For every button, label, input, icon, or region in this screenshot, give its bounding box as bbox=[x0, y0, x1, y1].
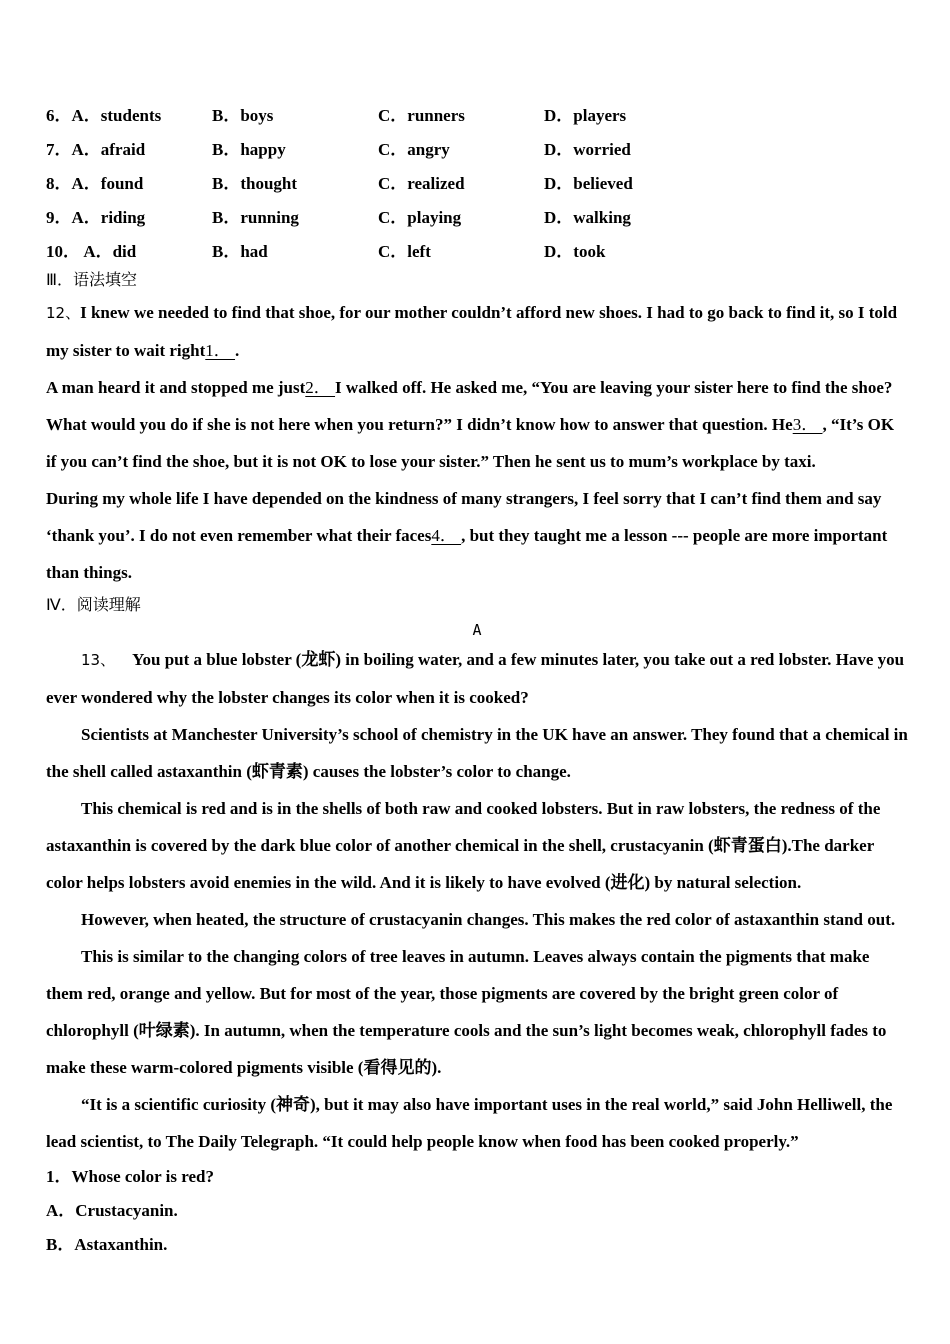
option-d: D．walking bbox=[544, 207, 631, 227]
document-page bbox=[46, 96, 908, 1262]
option-c: C．angry bbox=[378, 139, 450, 159]
option-d: D．worried bbox=[544, 139, 631, 159]
options-block bbox=[46, 96, 908, 266]
option-a bbox=[46, 203, 212, 228]
option-d: D．players bbox=[544, 105, 627, 125]
option-c: C．playing bbox=[378, 207, 462, 227]
option-a bbox=[46, 135, 212, 160]
reading-paragraph-4: However, when heated, the structure of crustacyanin changes. This makes the red color of astaxanthin stand out. bbox=[81, 910, 896, 929]
reading-paragraph-1 bbox=[46, 641, 908, 716]
blank-1[interactable]: 1． bbox=[205, 341, 236, 360]
paragraph-text: You put a blue lobster (龙虾) in boiling water, and a few minutes later, you take out a red lobster. Have you ever wondered why the lobster changes its color when it is cooked? bbox=[46, 650, 905, 707]
option-a bbox=[46, 101, 212, 126]
option-row-7 bbox=[46, 130, 908, 164]
paragraph-text: , “It’s OK if you can’t find the shoe, but it is not OK to lose your sister.” Then he sent us to mum’s workplace by taxi. bbox=[46, 415, 895, 471]
option-row-8 bbox=[46, 164, 908, 198]
option-a-text: A．afraid bbox=[71, 139, 146, 159]
paragraph-text: I knew we needed to find that shoe, for our mother couldn’t afford new shoes. I had to go back to find it, so I told my sister to wait right bbox=[46, 303, 898, 360]
option-c: C．left bbox=[378, 241, 431, 261]
passage-label: A bbox=[472, 621, 482, 639]
blank-2[interactable]: 2． bbox=[305, 378, 336, 397]
question-number: 8． bbox=[46, 173, 72, 193]
section-heading-grammar: Ⅲ．语法填空 bbox=[46, 270, 138, 289]
option-b: B．boys bbox=[212, 105, 274, 125]
answer-option-b[interactable]: B．Astaxanthin. bbox=[46, 1235, 168, 1254]
question-number: 13、 bbox=[81, 651, 116, 669]
option-a-text: A．riding bbox=[71, 207, 146, 227]
question-number: 12、 bbox=[46, 304, 81, 322]
blank-4[interactable]: 4． bbox=[431, 526, 462, 545]
option-b: B．happy bbox=[212, 139, 286, 159]
option-c: C．runners bbox=[378, 105, 465, 125]
reading-paragraph-2: Scientists at Manchester University’s school of chemistry in the UK have an answer. They found that a chemical in the shell called astaxanthin (虾青素) causes the lobster’s color to change. bbox=[46, 725, 908, 781]
grammar-paragraph-1 bbox=[46, 294, 908, 369]
option-a-text: A．students bbox=[71, 105, 162, 125]
paragraph-text: , but they taught me a lesson --- people are more important than things. bbox=[46, 526, 888, 582]
option-a-text: A．found bbox=[71, 173, 144, 193]
option-a bbox=[46, 237, 212, 262]
answer-option-a[interactable]: A．Crustacyanin. bbox=[46, 1201, 178, 1220]
reading-paragraph-5: This is similar to the changing colors of tree leaves in autumn. Leaves always contain the pigments that make them red, orange and yellow. But for most of the year, those pigments are covered by the bright green color of chlorophyll (叶绿素). In autumn, when the temperature cools and the sun’s light becomes weak, chlorophyll fades to make these warm-colored pigments visible (看得见的). bbox=[46, 947, 887, 1077]
option-row-6 bbox=[46, 96, 908, 130]
reading-paragraph-3: This chemical is red and is in the shells of both raw and cooked lobsters. But in raw lobsters, the redness of the astaxanthin is covered by the dark blue color of another chemical in the shell, crustacyanin (虾青蛋白).The darker color helps lobsters avoid enemies in the wild. And it is likely to have evolved (进化) by natural selection. bbox=[46, 799, 881, 892]
question-number: 7． bbox=[46, 139, 72, 159]
option-row-9 bbox=[46, 198, 908, 232]
option-row-10 bbox=[46, 232, 908, 266]
option-a bbox=[46, 169, 212, 194]
question-number: 10． bbox=[46, 241, 80, 261]
option-a-text: A．did bbox=[83, 241, 137, 261]
question-number: 9． bbox=[46, 207, 72, 227]
option-d: D．took bbox=[544, 241, 606, 261]
option-b: B．running bbox=[212, 207, 299, 227]
question-number: 6． bbox=[46, 105, 72, 125]
paragraph-text: . bbox=[235, 341, 240, 360]
grammar-paragraph-3 bbox=[46, 480, 908, 591]
reading-paragraph-6: “It is a scientific curiosity (神奇), but it may also have important uses in the real world,” said John Helliwell, the lead scientist, to The Daily Telegraph. “It could help people know when food has been cooked properly.” bbox=[46, 1095, 893, 1151]
paragraph-text: I walked off. He asked me, “You are leaving your sister here to find the shoe? What would you do if she is not here when you return?” I didn’t know how to answer that question. He bbox=[46, 378, 893, 434]
option-b: B．thought bbox=[212, 173, 298, 193]
blank-3[interactable]: 3． bbox=[792, 415, 823, 434]
grammar-paragraph-2 bbox=[46, 369, 908, 480]
option-d: D．believed bbox=[544, 173, 633, 193]
section-heading-reading: Ⅳ．阅读理解 bbox=[46, 595, 141, 614]
paragraph-text: During my whole life I have depended on the kindness of many strangers, I feel sorry that I can’t find them and say ‘thank you’. I do not even remember what their faces bbox=[46, 489, 882, 545]
option-b: B．had bbox=[212, 241, 268, 261]
paragraph-text: A man heard it and stopped me just bbox=[46, 378, 306, 397]
question-stem: 1．Whose color is red? bbox=[46, 1167, 214, 1186]
option-c: C．realized bbox=[378, 173, 465, 193]
